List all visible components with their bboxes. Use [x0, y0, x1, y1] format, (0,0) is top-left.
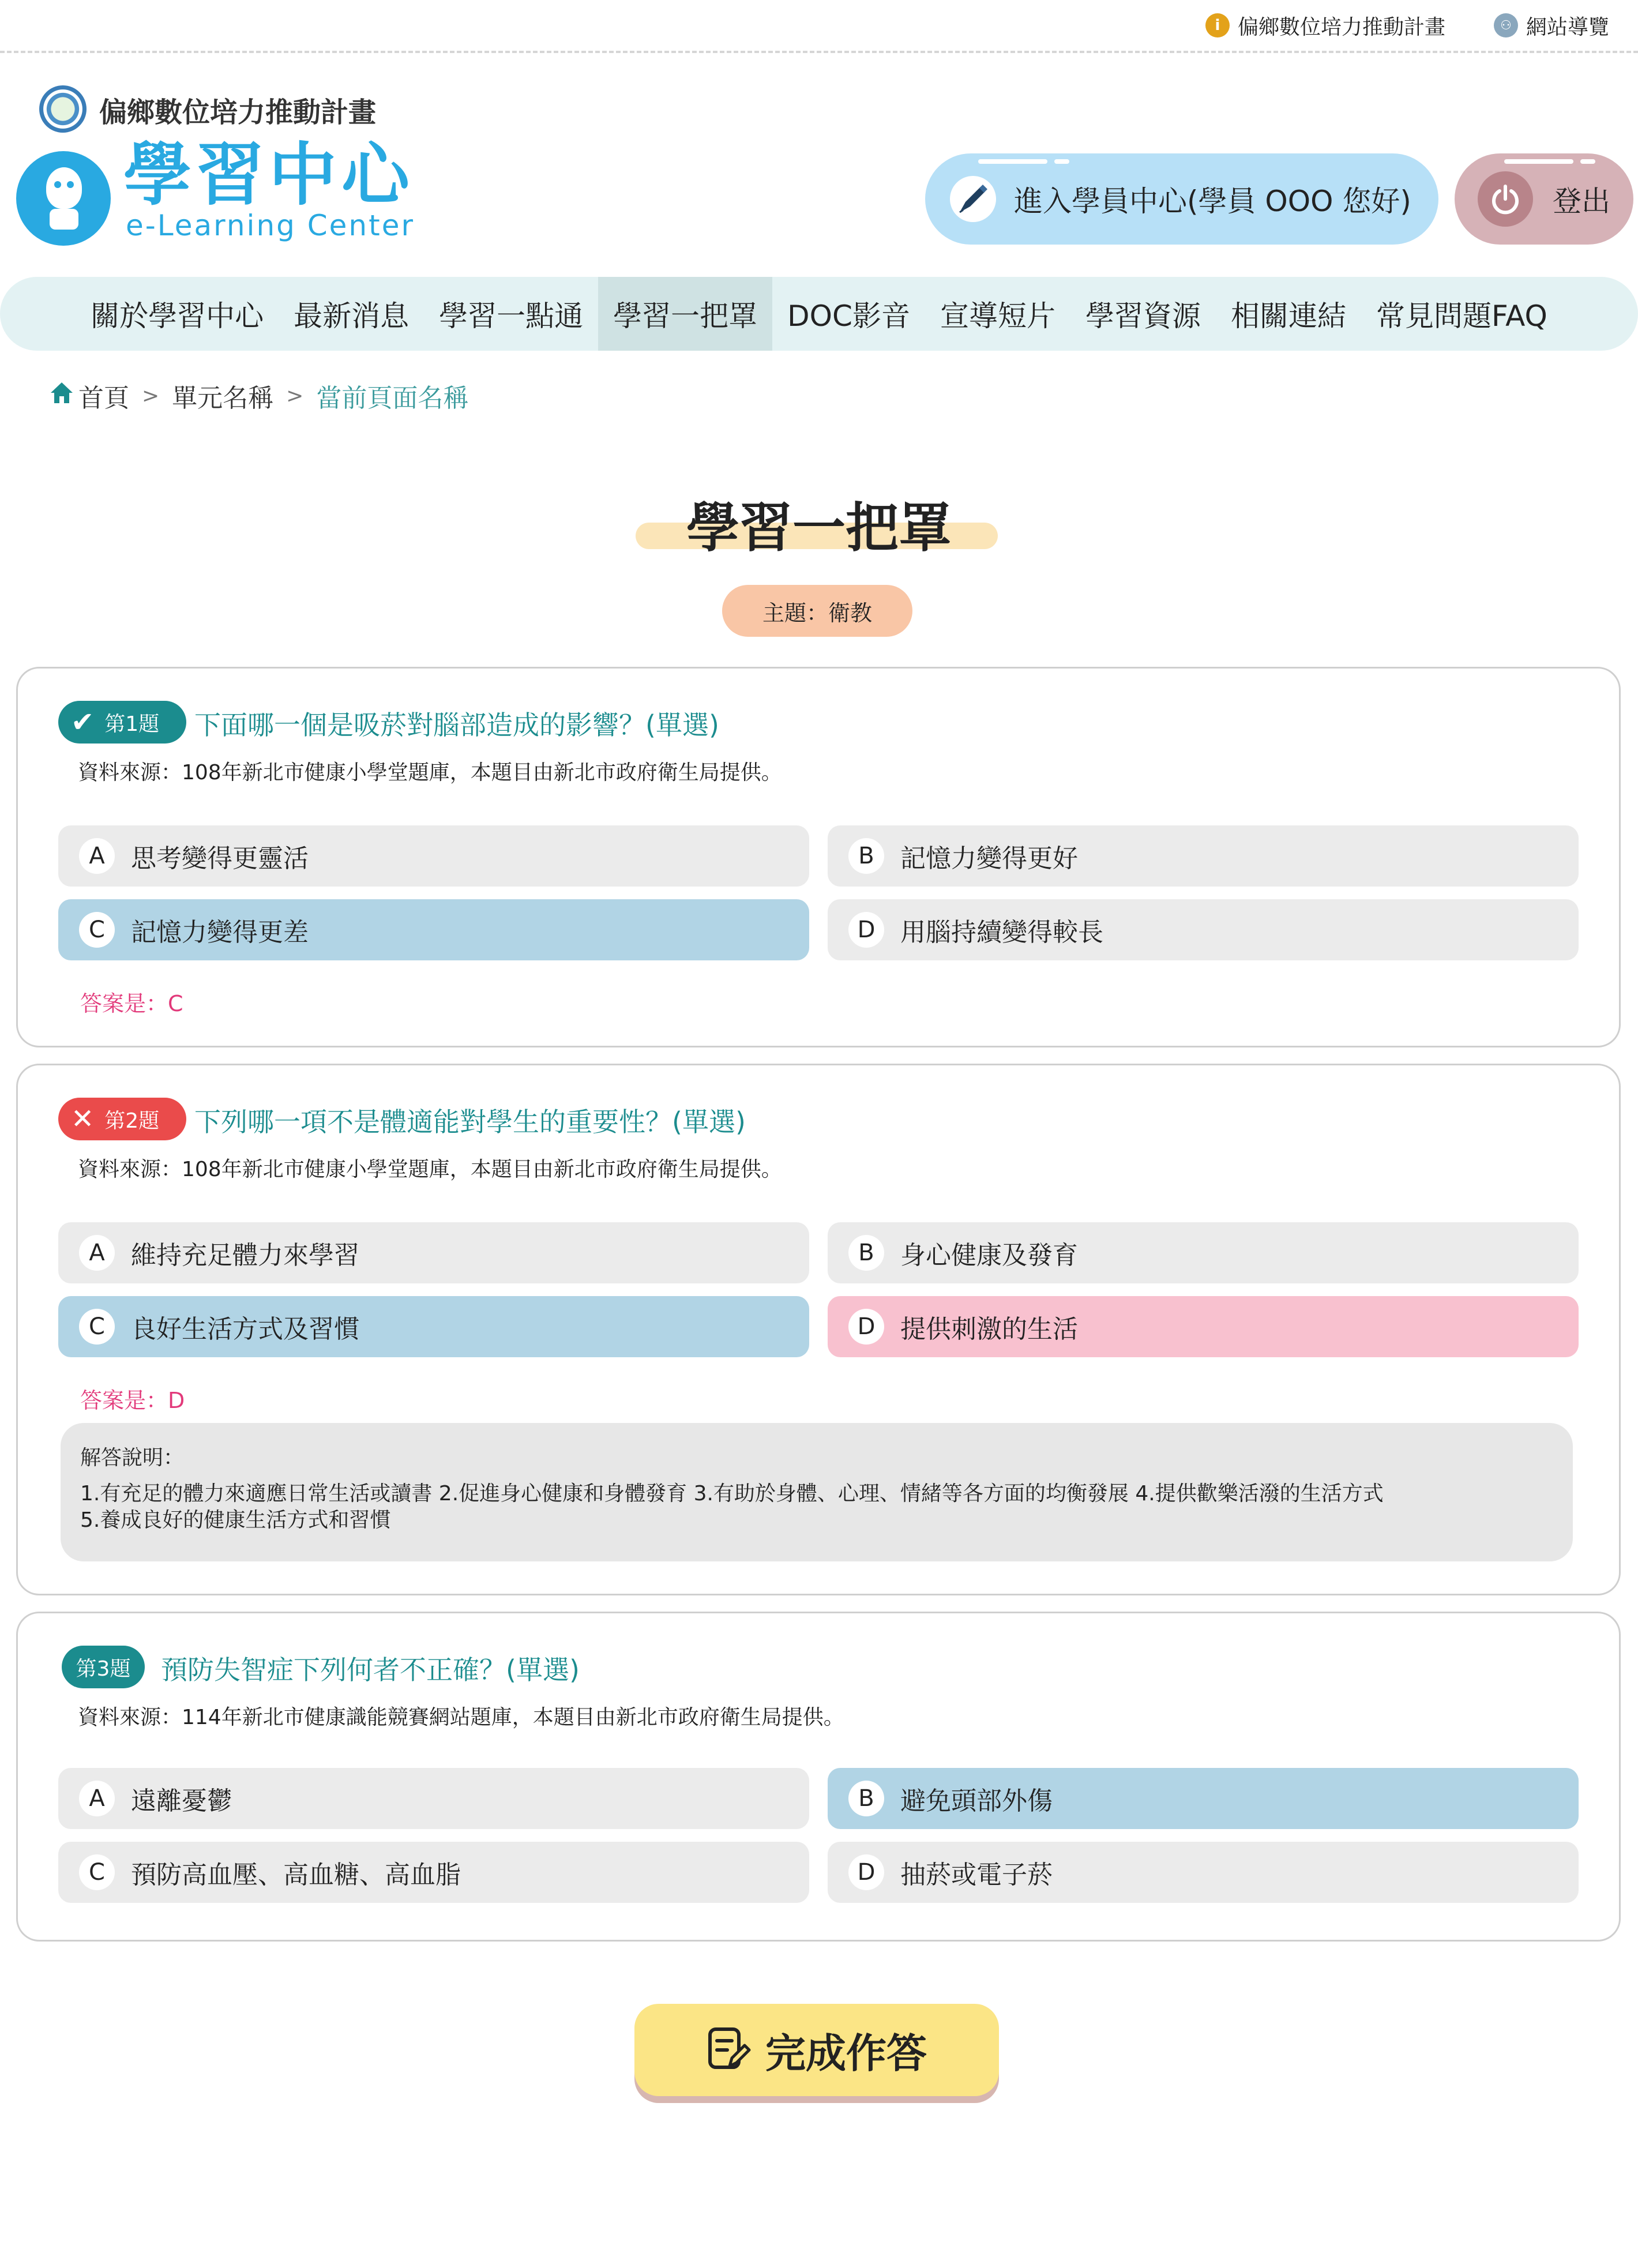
logout-button[interactable] — [1455, 153, 1633, 245]
breadcrumb-home[interactable]: 首頁 — [78, 384, 129, 413]
explanation-body: 1.有充足的體力來適應日常生活或讀書 2.促進身心健康和身體發育 3.有助於身體、心理、情緒等各方面的均衡發展 4.提供歡樂活潑的生活方式 5.養成良好的健康生活方式和習慣 — [80, 1482, 1384, 1532]
option-letter: B — [848, 838, 884, 874]
option-letter: A — [79, 1781, 115, 1816]
nav-news[interactable]: 最新消息 — [294, 299, 410, 333]
logout-label: 登出 — [1553, 185, 1610, 218]
student-center-label: 進入學員中心(學員 OOO 您好) — [1014, 185, 1411, 218]
nav-doc-video[interactable]: DOC影音 — [787, 299, 910, 333]
option-text: 抽菸或電子菸 — [900, 1860, 1053, 1890]
option-text: 良好生活方式及習慣 — [131, 1315, 359, 1344]
info-icon: i — [1205, 13, 1230, 37]
nav-learning-quiz[interactable]: 學習一把罩 — [598, 277, 772, 351]
option-c[interactable] — [58, 899, 809, 960]
question-source: 資料來源：108年新北市健康小學堂題庫，本題目由新北市政府衛生局提供。 — [78, 761, 782, 784]
option-text: 預防高血壓、高血糖、高血脂 — [131, 1860, 461, 1890]
question-number: 第3題 — [76, 1657, 131, 1681]
breadcrumb-unit[interactable]: 單元名稱 — [172, 384, 274, 413]
breadcrumb — [48, 377, 468, 414]
nav-about[interactable]: 關於學習中心 — [91, 299, 264, 333]
question-source: 資料來源：108年新北市健康小學堂題庫，本題目由新北市政府衛生局提供。 — [78, 1158, 782, 1181]
option-letter: D — [848, 1854, 884, 1890]
option-text: 記憶力變得更好 — [900, 844, 1078, 873]
student-center-button[interactable] — [925, 153, 1438, 245]
pen-icon — [948, 174, 998, 224]
option-text: 用腦持續變得較長 — [900, 918, 1103, 947]
option-letter: B — [848, 1235, 884, 1271]
option-letter: C — [79, 1854, 115, 1890]
nav-resources[interactable]: 學習資源 — [1085, 299, 1201, 333]
question-card-2 — [16, 1064, 1621, 1595]
power-icon — [1478, 171, 1533, 227]
option-letter: C — [79, 1309, 115, 1345]
nav-promo-clips[interactable]: 宣導短片 — [940, 299, 1055, 333]
question-card-3 — [16, 1612, 1621, 1942]
sitemap-icon: ⚇ — [1494, 13, 1518, 37]
home-icon[interactable] — [48, 380, 75, 412]
breadcrumb-separator: > — [142, 384, 160, 408]
explanation-title: 解答說明： — [80, 1446, 185, 1470]
option-text: 思考變得更靈活 — [131, 844, 309, 873]
answer-text: 答案是：D — [80, 1388, 185, 1413]
option-a[interactable] — [58, 1222, 809, 1283]
option-a[interactable] — [58, 1768, 809, 1829]
option-letter: D — [848, 912, 884, 948]
option-text: 遠離憂鬱 — [131, 1786, 232, 1816]
org-name: 偏鄉數位培力推動計畫 — [99, 96, 377, 129]
question-source: 資料來源：114年新北市健康識能競賽網站題庫，本題目由新北市政府衛生局提供。 — [78, 1706, 844, 1729]
nav-learning-tips[interactable]: 學習一點通 — [439, 299, 584, 333]
option-letter: D — [848, 1309, 884, 1345]
submit-button[interactable] — [634, 2004, 999, 2096]
option-text: 記憶力變得更差 — [131, 918, 309, 947]
brand-title[interactable]: 學習中心 — [123, 135, 415, 215]
question-badge — [58, 1098, 186, 1140]
option-c[interactable] — [58, 1296, 809, 1357]
page-title: 學習一把罩 — [686, 497, 952, 559]
option-text: 避免頭部外傷 — [900, 1786, 1053, 1816]
main-nav — [0, 277, 1638, 351]
nav-links[interactable]: 相關連結 — [1230, 299, 1346, 333]
option-d[interactable] — [828, 899, 1579, 960]
sitemap-link-label: 網站導覽 — [1526, 15, 1610, 39]
question-number: 第1題 — [104, 712, 160, 736]
ministry-seal-logo — [39, 85, 87, 133]
check-icon: ✔ — [71, 706, 95, 738]
breadcrumb-separator: > — [286, 384, 304, 408]
question-text: 下面哪一個是吸菸對腦部造成的影響？(單選) — [194, 709, 719, 741]
option-text: 提供刺激的生活 — [900, 1315, 1078, 1344]
answer-text: 答案是：C — [80, 991, 183, 1016]
option-a[interactable] — [58, 825, 809, 887]
plan-link-label: 偏鄉數位培力推動計畫 — [1238, 15, 1446, 39]
mascot-logo-icon[interactable] — [16, 151, 111, 246]
option-b[interactable] — [828, 1222, 1579, 1283]
question-badge — [58, 701, 186, 744]
option-letter: C — [79, 912, 115, 948]
question-badge — [62, 1646, 145, 1688]
question-number: 第2題 — [104, 1109, 160, 1133]
option-text: 身心健康及發育 — [900, 1241, 1078, 1270]
option-c[interactable] — [58, 1842, 809, 1903]
sitemap-link[interactable] — [1494, 10, 1609, 40]
option-d[interactable] — [828, 1842, 1579, 1903]
option-letter: A — [79, 838, 115, 874]
question-text: 下列哪一項不是體適能對學生的重要性？(單選) — [194, 1106, 746, 1137]
form-edit-icon — [707, 2026, 752, 2074]
breadcrumb-current: 當前頁面名稱 — [316, 384, 469, 413]
option-letter: B — [848, 1781, 884, 1816]
cross-icon: ✕ — [71, 1103, 95, 1135]
brand-subtitle: e-Learning Center — [126, 209, 415, 242]
option-b[interactable] — [828, 1768, 1579, 1829]
nav-faq[interactable]: 常見問題FAQ — [1376, 299, 1547, 333]
question-text: 預防失智症下列何者不正確？(單選) — [161, 1654, 580, 1685]
submit-label: 完成作答 — [765, 2029, 927, 2077]
plan-link[interactable] — [1205, 10, 1445, 40]
option-letter: A — [79, 1235, 115, 1271]
option-text: 維持充足體力來學習 — [131, 1241, 359, 1270]
question-card-1 — [16, 667, 1621, 1047]
explanation-box — [61, 1423, 1573, 1561]
topic-badge: 主題：衛教 — [722, 585, 912, 637]
option-b[interactable] — [828, 825, 1579, 887]
option-d[interactable] — [828, 1296, 1579, 1357]
